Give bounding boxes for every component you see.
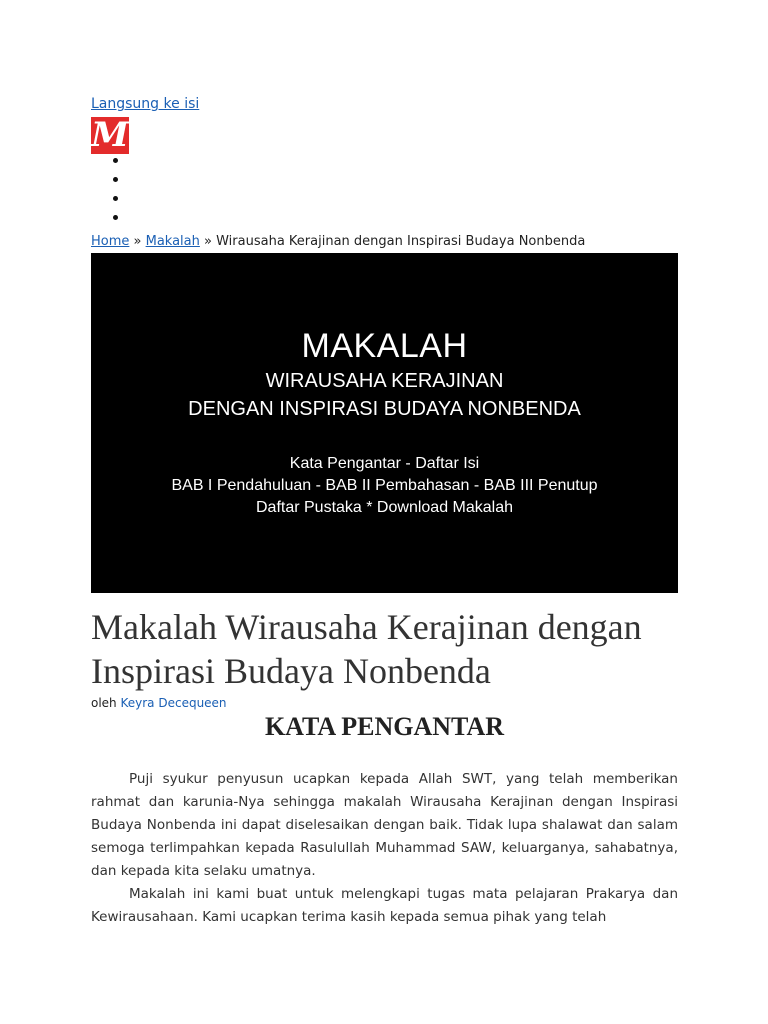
breadcrumb-separator: » bbox=[199, 234, 217, 249]
banner-line: BAB I Pendahuluan - BAB II Pembahasan - BAB III Penutup bbox=[171, 477, 598, 494]
breadcrumb bbox=[91, 234, 585, 249]
post-title: Makalah Wirausaha Kerajinan dengan Inspirasi Budaya Nonbenda bbox=[91, 607, 642, 691]
nav-item[interactable] bbox=[113, 215, 118, 220]
banner-line: Kata Pengantar - Daftar Isi bbox=[289, 455, 480, 472]
nav-item[interactable] bbox=[113, 196, 118, 201]
nav-item[interactable] bbox=[113, 158, 118, 163]
breadcrumb-current: Wirausaha Kerajinan dengan Inspirasi Budaya Nonbenda bbox=[216, 234, 586, 249]
banner-line: Daftar Pustaka * Download Makalah bbox=[255, 499, 514, 516]
section-heading: KATA PENGANTAR bbox=[264, 712, 505, 741]
paragraph: Makalah ini kami buat untuk melengkapi tugas mata pelajaran Prakarya dan Kewirausahaan. Kami ucapkan terima kasih kepada semua pihak yang telah bbox=[91, 886, 678, 925]
skip-to-content-link[interactable]: Langsung ke isi bbox=[91, 96, 200, 112]
banner-line: WIRAUSAHA KERAJINAN bbox=[265, 370, 504, 392]
nav-menu bbox=[113, 158, 118, 234]
breadcrumb-home-link[interactable]: Home bbox=[91, 234, 130, 249]
paragraph: Puji syukur penyusun ucapkan kepada Allah SWT, yang telah memberikan rahmat dan karunia-Nya sehingga makalah Wirausaha Kerajinan dengan Inspirasi Budaya Nonbenda ini dapat diselesaikan dengan baik. Tidak lupa shalawat dan salam semoga terlimpahkan kepada Rasulullah Muhammad SAW, keluarganya, sahabatnya, dan kepada kita selaku umatnya. bbox=[91, 771, 678, 879]
byline-prefix: oleh bbox=[91, 696, 121, 710]
banner-line: DENGAN INSPIRASI BUDAYA NONBENDA bbox=[188, 398, 581, 420]
nav-item[interactable] bbox=[113, 177, 118, 182]
breadcrumb-category-link[interactable]: Makalah bbox=[145, 234, 200, 249]
author-link[interactable]: Keyra Decequeen bbox=[120, 696, 227, 710]
byline bbox=[91, 696, 227, 710]
breadcrumb-separator: » bbox=[129, 234, 146, 249]
logo-letter: M bbox=[91, 114, 129, 155]
featured-banner-image bbox=[91, 253, 678, 593]
banner-line: MAKALAH bbox=[301, 327, 468, 365]
site-logo[interactable] bbox=[91, 114, 129, 155]
article-body bbox=[91, 768, 678, 929]
